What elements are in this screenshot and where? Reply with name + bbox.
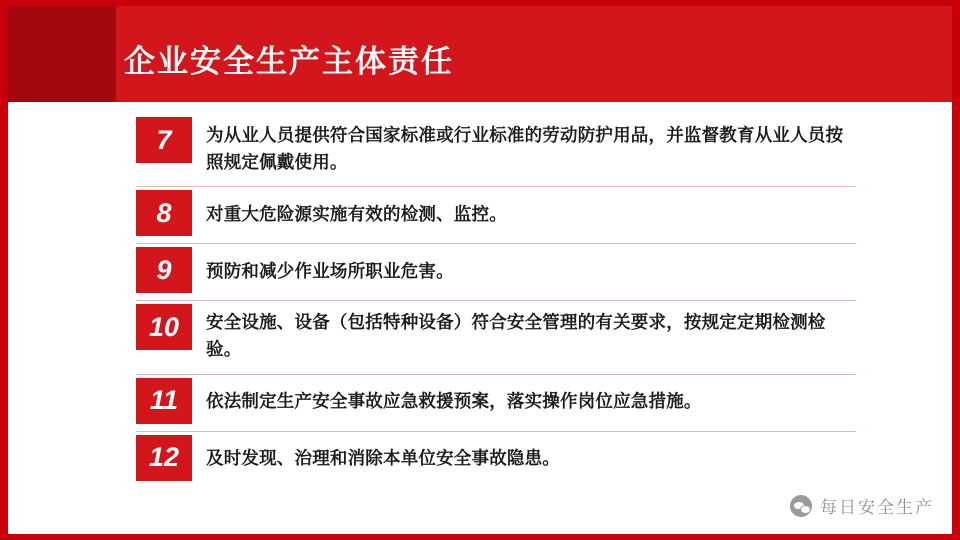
item-number: 11 (136, 378, 192, 424)
list-item (136, 114, 856, 187)
frame-left-border (0, 0, 8, 540)
item-number: 12 (136, 435, 192, 481)
responsibility-list (136, 114, 856, 488)
list-item (136, 301, 856, 374)
item-text: 对重大危险源实施有效的检测、监控。 (206, 203, 507, 224)
watermark (790, 493, 934, 518)
item-text: 预防和减少作业场所职业危害。 (206, 260, 454, 281)
item-number: 8 (136, 190, 192, 236)
item-text: 依法制定生产安全事故应急救援预案，落实操作岗位应急措施。 (206, 390, 702, 411)
list-item (136, 187, 856, 244)
list-item (136, 244, 856, 301)
frame-bottom-border (0, 534, 960, 540)
frame-right-border (952, 0, 960, 540)
wechat-icon (790, 495, 812, 517)
item-number: 10 (136, 304, 192, 350)
item-number: 7 (136, 117, 192, 163)
item-text: 及时发现、治理和消除本单位安全事故隐患。 (206, 447, 560, 468)
list-item (136, 375, 856, 432)
watermark-label: 每日安全生产 (820, 498, 934, 517)
header-accent-block (8, 6, 116, 102)
item-number: 9 (136, 247, 192, 293)
page-title: 企业安全生产主体责任 (124, 44, 454, 79)
list-item (136, 432, 856, 488)
item-text: 安全设施、设备（包括特种设备）符合安全管理的有关要求，按规定定期检测检验。 (206, 312, 826, 360)
item-text: 为从业人员提供符合国家标准或行业标准的劳动防护用品，并监督教育从业人员按照规定佩戴使用。 (206, 125, 844, 173)
